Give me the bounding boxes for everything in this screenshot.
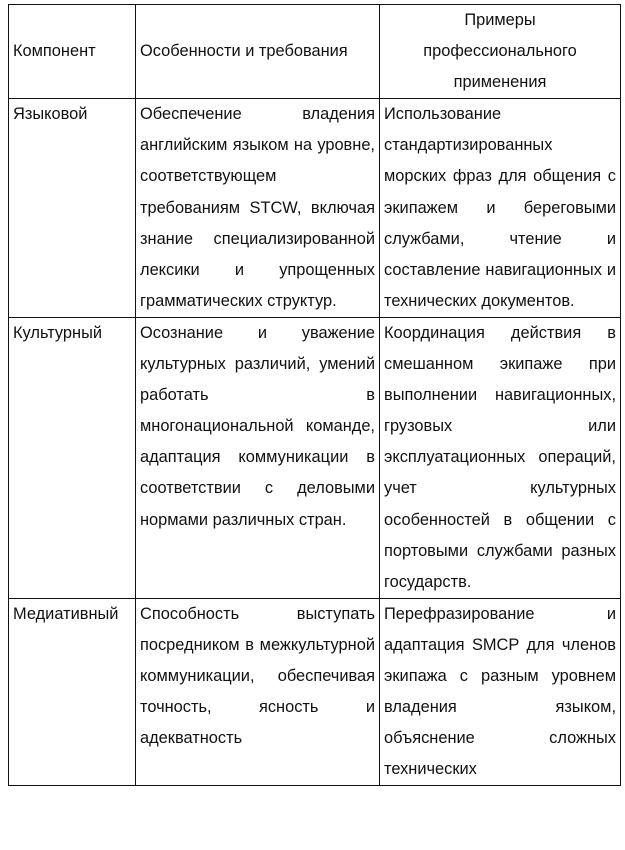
competence-table bbox=[8, 4, 621, 786]
header-component: Компонент bbox=[9, 5, 136, 99]
row-component: Языковой bbox=[9, 99, 136, 318]
row-examples: Перефразирование и адаптация SMCP для членов экипажа с разным уровнем владения языком, объяснение сложных технических bbox=[380, 598, 621, 786]
header-examples: Примеры профессионального применения bbox=[380, 5, 621, 99]
row-features: Осознание и уважение культурных различий, умений работать в многонациональной команде, адаптация коммуникации в соответствии с деловыми нормами различных стран. bbox=[136, 317, 380, 598]
table-row bbox=[9, 317, 621, 598]
row-features: Обеспечение владения английским языком на уровне, соответствующем требованиям STCW, включая знание специализированной лексики и упрощенных грамматических структур. bbox=[136, 99, 380, 318]
row-examples: Координация действия в смешанном экипаже при выполнении навигационных, грузовых или эксплуатационных операций, учет культурных особенностей в общении с портовыми службами разных государств. bbox=[380, 317, 621, 598]
row-component: Культурный bbox=[9, 317, 136, 598]
row-component: Медиативный bbox=[9, 598, 136, 786]
header-features: Особенности и требования bbox=[136, 5, 380, 99]
header-row bbox=[9, 5, 621, 99]
row-examples: Использование стандартизированных морских фраз для общения с экипажем и береговыми службами, чтение и составление навигационных и технических документов. bbox=[380, 99, 621, 318]
table-row bbox=[9, 99, 621, 318]
row-features: Способность выступать посредником в межкультурной коммуникации, обеспечивая точность, ясность и адекватность bbox=[136, 598, 380, 786]
table-row bbox=[9, 598, 621, 786]
